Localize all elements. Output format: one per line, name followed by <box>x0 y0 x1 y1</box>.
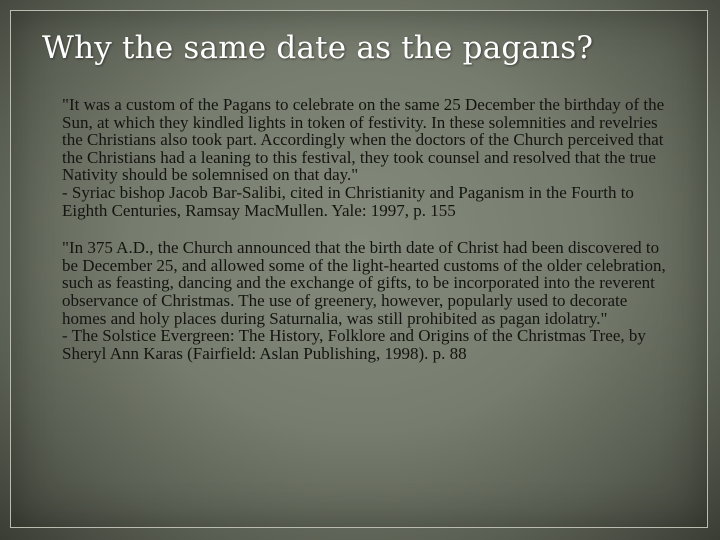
quote-citation-1: - Syriac bishop Jacob Bar-Salibi, cited in Christianity and Paganism in the Fourth to Eighth Centuries, Ramsay MacMullen. Yale: 1997, p. 155 <box>62 182 634 220</box>
quote-block-1 <box>62 96 674 219</box>
quote-block-2 <box>62 239 674 362</box>
quote-text-2: "In 375 A.D., the Church announced that the birth date of Christ had been discovered to be December 25, and allowed some of the light-hearted customs of the older celebration, such as feasting, dancing and the exchange of gifts, to be incorporated into the reverent observance of Christmas. The use of greenery, however, popularly used to decorate homes and holy places during Saturnalia, was still prohibited as pagan idolatry." <box>62 238 666 328</box>
slide-title: Why the same date as the pagans? <box>42 30 594 66</box>
quote-text-1: "It was a custom of the Pagans to celebrate on the same 25 December the birthday of the Sun, at which they kindled lights in token of festivity. In these solemnities and revelries the Christians also took part. Accordingly when the doctors of the Church perceived that the Christians had a leaning to this festival, they took counsel and resolved that the true Nativity should be solemnised on that day." <box>62 95 665 185</box>
slide-body <box>62 96 674 382</box>
quote-citation-2: - The Solstice Evergreen: The History, Folklore and Origins of the Christmas Tree, by Sheryl Ann Karas (Fairfield: Aslan Publishing, 1998). p. 88 <box>62 326 646 363</box>
